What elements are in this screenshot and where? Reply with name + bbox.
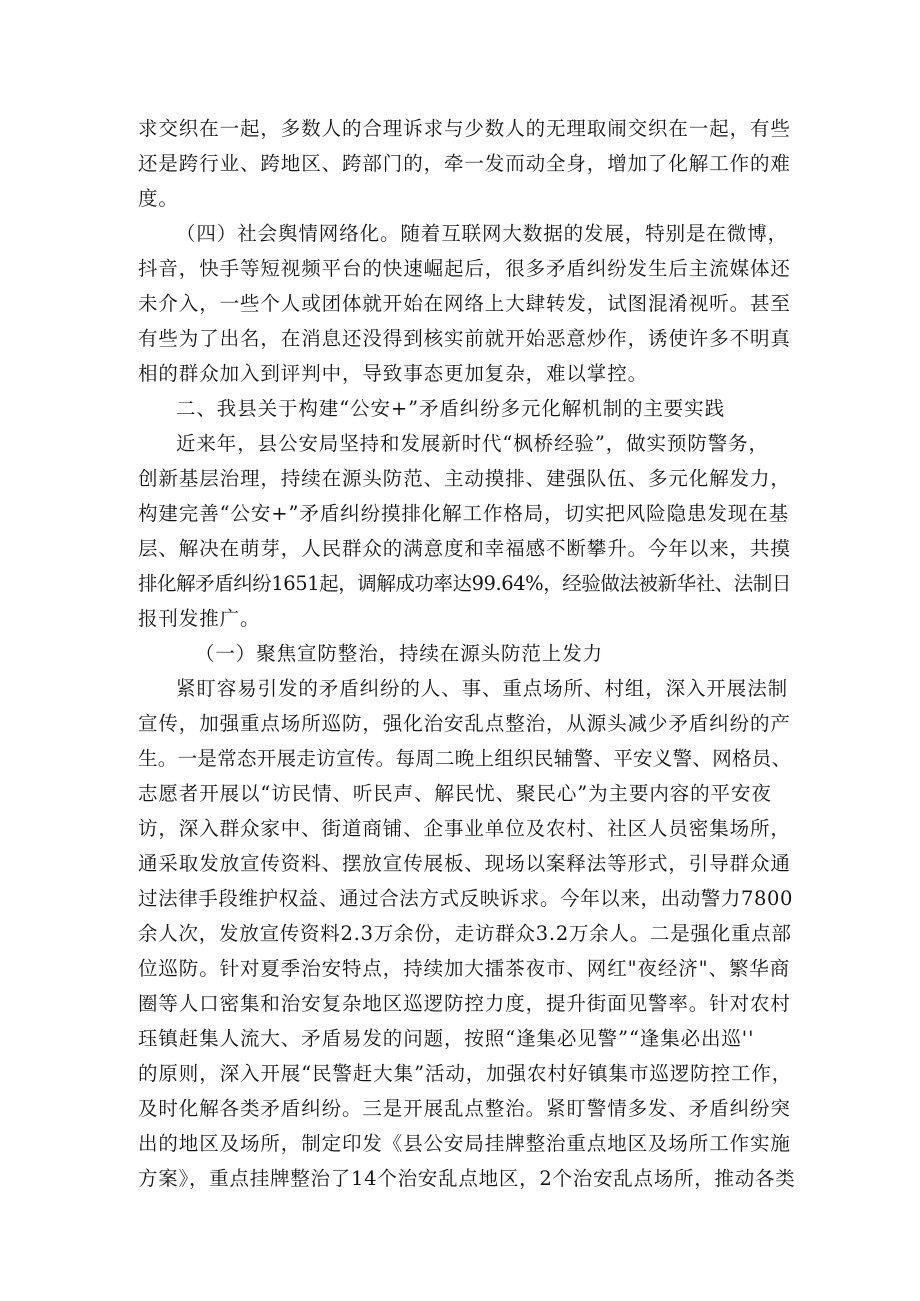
paragraph-line: 过法律手段维护权益、通过合法方式反映诉求。今年以来，出动警力7800 <box>138 887 794 910</box>
paragraph-line: 出的地区及场所，制定印发《县公安局挂牌整治重点地区及场所工作实施 <box>138 1132 791 1155</box>
paragraph-line: 相的群众加入到评判中，导致事态更加复杂，难以掌控。 <box>138 362 649 385</box>
paragraph-line: 珏镇赶集人流大、矛盾易发的问题，按照“逢集必见警”“逢集必出巡'' <box>138 1027 755 1050</box>
paragraph-line: 抖音，快手等短视频平台的快速崛起后，很多矛盾纠纷发生后主流媒体还 <box>138 257 791 280</box>
paragraph-line: 访，深入群众家中、街道商铺、企事业单位及农村、社区人员密集场所， <box>138 817 791 840</box>
paragraph-line: 志愿者开展以“访民情、听民声、解民忧、聚民心”为主要内容的平安夜 <box>138 782 772 805</box>
paragraph-line: 的原则，深入开展“民警赶大集”活动，加强农村好镇集市巡逻防控工作， <box>138 1062 793 1085</box>
paragraph-line: 构建完善“公安+”矛盾纠纷摸排化解工作格局，切实把风险隐患发现在基 <box>138 502 789 525</box>
paragraph-line: 还是跨行业、跨地区、跨部门的，牵一发而动全身，增加了化解工作的难 <box>138 152 791 175</box>
paragraph-line: （四）社会舆情网络化。随着互联网大数据的发展，特别是在微博， <box>176 222 789 245</box>
paragraph-line: 余人次，发放宣传资料2.3万余份，走访群众3.2万余人。二是强化重点部 <box>138 922 792 945</box>
paragraph-line: 报刊发推广。 <box>138 607 261 630</box>
paragraph-line: 紧盯容易引发的矛盾纠纷的人、事、重点场所、村组，深入开展法制 <box>176 677 789 700</box>
paragraph-line: 通采取发放宣传资料、摆放宣传展板、现场以案释法等形式，引导群众通 <box>138 852 791 875</box>
paragraph-line: 层、解决在萌芽，人民群众的满意度和幸福感不断攀升。今年以来，共摸 <box>138 537 791 560</box>
paragraph-line: 生。一是常态开展走访宣传。每周二晚上组织民辅警、平安义警、网格员、 <box>138 747 792 770</box>
paragraph-line: 位巡防。针对夏季治安特点，持续加大擂茶夜市、网红"夜经济"、繁华商 <box>138 957 791 980</box>
paragraph-line: 求交织在一起，多数人的合理诉求与少数人的无理取闹交织在一起，有些 <box>138 117 791 140</box>
section-heading: 二、我县关于构建“公安+”矛盾纠纷多元化解机制的主要实践 <box>176 397 725 420</box>
paragraph-line: 创新基层治理，持续在源头防范、主动摸排、建强队伍、多元化解发力， <box>138 467 791 490</box>
paragraph-line: 未介入，一些个人或团体就开始在网络上大肆转发，试图混淆视听。甚至 <box>138 292 791 315</box>
paragraph-line: 近来年，县公安局坚持和发展新时代“枫桥经验”，做实预防警务， <box>176 432 769 455</box>
paragraph-line: 圈等人口密集和治安复杂地区巡逻防控力度，提升街面见警率。针对农村 <box>138 992 791 1015</box>
paragraph-line: 度。 <box>138 187 179 210</box>
paragraph-line: 及时化解各类矛盾纠纷。三是开展乱点整治。紧盯警情多发、矛盾纠纷突 <box>138 1097 791 1120</box>
paragraph-line: 宣传，加强重点场所巡防，强化治安乱点整治，从源头减少矛盾纠纷的产 <box>138 712 791 735</box>
paragraph-line: 方案》，重点挂牌整治了14个治安乱点地区，2个治安乱点场所，推动各类 <box>138 1167 796 1190</box>
subsection-heading: （一）聚焦宣防整治，持续在源头防范上发力 <box>195 642 604 665</box>
paragraph-line: 有些为了出名，在消息还没得到核实前就开始恶意炒作，诱使许多不明真 <box>138 327 791 350</box>
paragraph-line: 排化解矛盾纠纷1651起，调解成功率达99.64%，经验做法被新华社、法制日 <box>138 572 791 595</box>
